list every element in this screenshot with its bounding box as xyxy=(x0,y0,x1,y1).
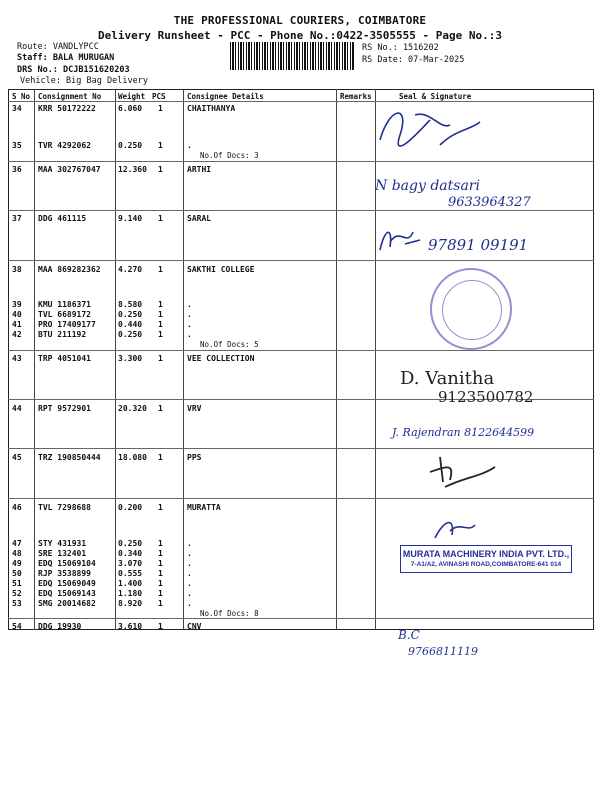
row-consignment: TRZ 190850444 xyxy=(38,453,101,462)
vehicle-field: Vehicle: Big Bag Delivery xyxy=(20,76,148,86)
row-consignment: EDQ 15069104 xyxy=(38,559,96,568)
column-header-signature: Seal & Signature xyxy=(399,92,472,101)
row-sno: 39 xyxy=(12,300,22,309)
row-weight: 8.580 xyxy=(118,300,143,309)
row-weight: 1.180 xyxy=(118,589,143,598)
column-divider xyxy=(336,89,337,630)
row-weight: 0.200 xyxy=(118,503,143,512)
row-sno: 36 xyxy=(12,165,22,174)
header-separator xyxy=(8,101,594,102)
row-separator xyxy=(8,161,594,162)
row-consignment: KRR 50172222 xyxy=(38,104,96,113)
row-sno: 50 xyxy=(12,569,22,578)
row-weight: 3.070 xyxy=(118,559,143,568)
row-sno: 42 xyxy=(12,330,22,339)
signature-37 xyxy=(375,222,425,257)
row-consignee: CHAITHANYA xyxy=(187,104,236,113)
row-consignee: . xyxy=(187,310,192,319)
row-sno: 34 xyxy=(12,104,22,113)
column-header-sno: S No xyxy=(12,92,31,101)
row-consignee: . xyxy=(187,549,192,558)
row-consignment: TVL 7298688 xyxy=(38,503,91,512)
row-pcs: 1 xyxy=(158,559,163,568)
row-pcs: 1 xyxy=(158,354,163,363)
column-header-consignment: Consignment No xyxy=(38,92,102,101)
row-sno: 48 xyxy=(12,549,22,558)
row-consignee: . xyxy=(187,539,192,548)
row-separator xyxy=(8,618,594,619)
runsheet-subtitle: Delivery Runsheet - PCC - Phone No.:0422-3505555 - Page No.:3 xyxy=(98,29,502,42)
row-separator xyxy=(8,448,594,449)
row-consignment: EDQ 15069049 xyxy=(38,579,96,588)
row-weight: 0.340 xyxy=(118,549,143,558)
row-weight: 18.080 xyxy=(118,453,147,462)
handwritten-phone-54: 9766811119 xyxy=(408,645,478,658)
row-sno: 38 xyxy=(12,265,22,274)
row-consignment: STY 431931 xyxy=(38,539,87,548)
handwritten-phone-36: 9633964327 xyxy=(448,195,531,210)
college-seal xyxy=(430,268,512,350)
row-weight: 0.250 xyxy=(118,330,143,339)
row-weight: 1.400 xyxy=(118,579,143,588)
row-consignment: BTU 211192 xyxy=(38,330,87,339)
row-consignment: SRE 132401 xyxy=(38,549,87,558)
row-pcs: 1 xyxy=(158,300,163,309)
row-consignee: SAKTHI COLLEGE xyxy=(187,265,255,274)
signature-34 xyxy=(370,100,490,160)
row-consignment: SMG 20014682 xyxy=(38,599,96,608)
rs-date: RS Date: 07-Mar-2025 xyxy=(362,55,465,65)
row-consignee: . xyxy=(187,579,192,588)
row-pcs: 1 xyxy=(158,599,163,608)
row-consignee: . xyxy=(187,330,192,339)
no-of-docs: No.Of Docs: 8 xyxy=(200,609,259,618)
row-pcs: 1 xyxy=(158,579,163,588)
row-pcs: 1 xyxy=(158,320,163,329)
handwritten-phone-37: 97891 09191 xyxy=(428,236,529,254)
handwritten-name-44: J. Rajendran 8122644599 xyxy=(392,426,535,439)
row-weight: 0.250 xyxy=(118,310,143,319)
row-consignment: MAA 869282362 xyxy=(38,265,101,274)
row-separator xyxy=(8,498,594,499)
row-sno: 53 xyxy=(12,599,22,608)
row-pcs: 1 xyxy=(158,214,163,223)
row-weight: 0.250 xyxy=(118,539,143,548)
row-pcs: 1 xyxy=(158,503,163,512)
row-sno: 49 xyxy=(12,559,22,568)
row-weight: 0.440 xyxy=(118,320,143,329)
row-weight: 4.270 xyxy=(118,265,143,274)
barcode xyxy=(230,42,355,70)
row-consignment: MAA 302767047 xyxy=(38,165,101,174)
row-sno: 35 xyxy=(12,141,22,150)
column-divider xyxy=(183,89,184,630)
row-weight: 0.250 xyxy=(118,141,143,150)
row-consignee: . xyxy=(187,320,192,329)
row-pcs: 1 xyxy=(158,165,163,174)
row-separator xyxy=(8,210,594,211)
row-pcs: 1 xyxy=(158,265,163,274)
row-sno: 52 xyxy=(12,589,22,598)
row-pcs: 1 xyxy=(158,539,163,548)
column-header-weight: Weight xyxy=(118,92,146,101)
row-pcs: 1 xyxy=(158,589,163,598)
row-weight: 6.060 xyxy=(118,104,143,113)
row-separator xyxy=(8,350,594,351)
row-separator xyxy=(8,260,594,261)
signature-46 xyxy=(430,513,480,543)
no-of-docs: No.Of Docs: 5 xyxy=(200,340,259,349)
row-consignee: SARAL xyxy=(187,214,212,223)
row-consignee: . xyxy=(187,589,192,598)
row-consignee: . xyxy=(187,569,192,578)
row-consignment: DDG 461115 xyxy=(38,214,87,223)
stamp-line-2: 7-A1/A2, AVINASHI ROAD,COIMBATORE-641 014 xyxy=(410,561,562,568)
row-weight: 20.320 xyxy=(118,404,147,413)
row-consignee: . xyxy=(187,559,192,568)
handwritten-name-36: N bagy datsari xyxy=(375,178,480,194)
row-consignment: EDQ 15069143 xyxy=(38,589,96,598)
row-consignee: . xyxy=(187,300,192,309)
row-pcs: 1 xyxy=(158,104,163,113)
column-header-consignee: Consignee Details xyxy=(187,92,264,101)
column-divider xyxy=(115,89,116,630)
row-sno: 47 xyxy=(12,539,22,548)
row-sno: 45 xyxy=(12,453,22,462)
row-sno: 43 xyxy=(12,354,22,363)
row-pcs: 1 xyxy=(158,549,163,558)
row-consignment: RJP 3538899 xyxy=(38,569,91,578)
column-divider xyxy=(34,89,35,630)
handwritten-name-54: B.C xyxy=(398,628,420,642)
handwritten-phone-43: 9123500782 xyxy=(438,388,534,406)
row-consignment: TRP 4051041 xyxy=(38,354,91,363)
company-title: THE PROFESSIONAL COURIERS, COIMBATORE xyxy=(173,14,427,27)
row-pcs: 1 xyxy=(158,330,163,339)
column-header-remarks: Remarks xyxy=(340,92,372,101)
row-sno: 41 xyxy=(12,320,22,329)
company-stamp xyxy=(400,545,572,573)
row-consignee: . xyxy=(187,599,192,608)
row-sno: 37 xyxy=(12,214,22,223)
row-pcs: 1 xyxy=(158,141,163,150)
row-consignment: TVR 4292062 xyxy=(38,141,91,150)
row-consignment: DDG 19930 xyxy=(38,622,82,631)
row-consignee: VRV xyxy=(187,404,202,413)
row-sno: 54 xyxy=(12,622,22,631)
rs-number: RS No.: 1516202 xyxy=(362,43,439,53)
row-sno: 40 xyxy=(12,310,22,319)
row-weight: 0.555 xyxy=(118,569,143,578)
row-weight: 9.140 xyxy=(118,214,143,223)
route-field: Route: VANDLYPCC xyxy=(17,42,99,52)
drs-number: DRS No.: DCJB151620203 xyxy=(17,65,130,75)
row-consignment: TVL 6689172 xyxy=(38,310,91,319)
stamp-line-1: MURATA MACHINERY INDIA PVT. LTD., xyxy=(402,549,570,559)
signature-45 xyxy=(425,452,515,497)
row-weight: 8.920 xyxy=(118,599,143,608)
column-header-pcs: PCS xyxy=(152,92,166,101)
row-pcs: 1 xyxy=(158,622,163,631)
row-pcs: 1 xyxy=(158,453,163,462)
row-consignee: VEE COLLECTION xyxy=(187,354,255,363)
row-consignee: ARTHI xyxy=(187,165,212,174)
row-consignee: CNV xyxy=(187,622,202,631)
row-consignee: MURATTA xyxy=(187,503,221,512)
handwritten-name-43: D. Vanitha xyxy=(400,368,495,389)
row-consignee: PPS xyxy=(187,453,202,462)
row-weight: 12.360 xyxy=(118,165,147,174)
row-consignment: KMU 1186371 xyxy=(38,300,91,309)
row-pcs: 1 xyxy=(158,404,163,413)
row-sno: 51 xyxy=(12,579,22,588)
column-divider xyxy=(375,89,376,630)
row-pcs: 1 xyxy=(158,569,163,578)
row-consignee: . xyxy=(187,141,192,150)
row-pcs: 1 xyxy=(158,310,163,319)
row-weight: 3.610 xyxy=(118,622,143,631)
row-sno: 44 xyxy=(12,404,22,413)
no-of-docs: No.Of Docs: 3 xyxy=(200,151,259,160)
staff-field: Staff: BALA MURUGAN xyxy=(17,53,115,63)
row-weight: 3.300 xyxy=(118,354,143,363)
row-sno: 46 xyxy=(12,503,22,512)
row-consignment: RPT 9572901 xyxy=(38,404,91,413)
row-consignment: PRO 17409177 xyxy=(38,320,96,329)
